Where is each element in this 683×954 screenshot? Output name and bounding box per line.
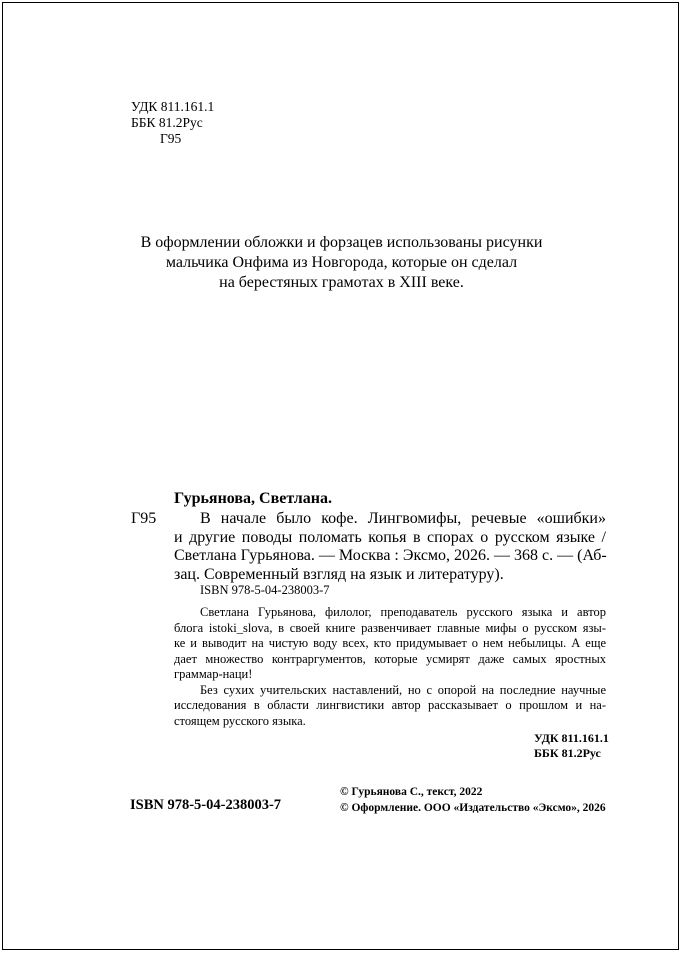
bib-line: Светлана Гурьянова. — Москва : Эксмо, 2026. — 368 с. — (Аб- bbox=[174, 547, 607, 564]
annotation-line: Светлана Гурьянова, филолог, преподаватель русского языка и автор bbox=[200, 605, 606, 619]
annotation-line: блога istoki_slova, в своей книге развенчивает главные мифы о русском язы- bbox=[174, 620, 606, 635]
copyright-block bbox=[340, 785, 606, 816]
bib-line: зац. Современный взгляд на язык и литературу). bbox=[174, 565, 504, 583]
annotation-line: ке и выводит на чистую воду всех, кто придумывает о нем небылицы. А еще bbox=[174, 636, 606, 650]
cover-note-line: В оформлении обложки и форзацев использованы рисунки bbox=[140, 234, 543, 251]
bib-line: В начале было кофе. Лингвомифы, речевые «ошибки» bbox=[200, 510, 606, 527]
bib-isbn: ISBN 978-5-04-238003-7 bbox=[200, 583, 330, 597]
bbk-top: ББК 81.2Рус bbox=[131, 115, 203, 130]
copyright-design: © Оформление. ООО «Издательство «Эксмо», 2026 bbox=[340, 801, 606, 814]
copyright-text: © Гурьянова С., текст, 2022 bbox=[340, 786, 483, 798]
footer-udk: УДК 811.161.1 bbox=[534, 731, 609, 745]
udk-top: УДК 811.161.1 bbox=[131, 99, 215, 114]
bib-author: Гурьянова, Светлана. bbox=[174, 490, 332, 507]
cover-note-line: мальчика Онфима из Новгорода, которые он сделал bbox=[165, 254, 518, 271]
footer-classification bbox=[534, 731, 609, 761]
annotation-line: стоящем русского языка. bbox=[174, 713, 306, 728]
annotation-line: дает множество контраргументов, которые усмирят даже самых яростных bbox=[174, 651, 606, 666]
annotation-line: исследования в области лингвистики автор рассказывает о прошлом и на- bbox=[174, 698, 606, 712]
bib-author-mark: Г95 bbox=[131, 510, 157, 527]
author-mark-top: Г95 bbox=[160, 131, 182, 146]
bib-line: и другие поводы поломать копья в спорах о русском языке / bbox=[174, 528, 606, 546]
bib-description bbox=[174, 510, 606, 584]
cover-note bbox=[0, 233, 683, 293]
footer-isbn: ISBN 978-5-04-238003-7 bbox=[130, 797, 282, 813]
cover-note-line: на берестяных грамотах в XIII веке. bbox=[219, 274, 464, 291]
annotation-line: граммар-наци! bbox=[174, 667, 253, 681]
footer-bbk: ББК 81.2Рус bbox=[534, 746, 601, 760]
annotation-line: Без сухих учительских наставлений, но с опорой на последние научные bbox=[200, 682, 606, 697]
annotation bbox=[174, 605, 606, 729]
